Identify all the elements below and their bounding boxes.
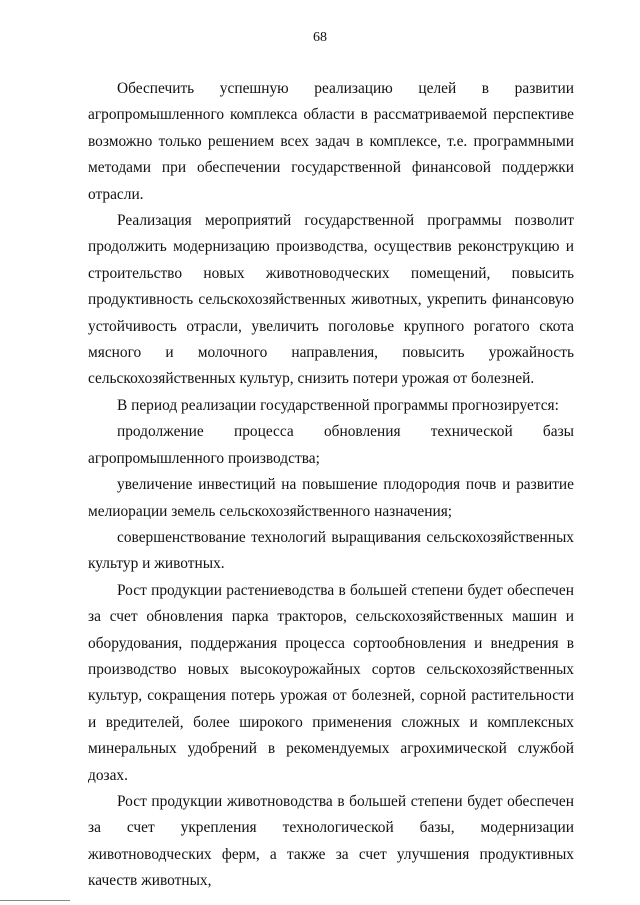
paragraph: Рост продукции животноводства в большей степени будет обеспечен за счет укрепления технологической базы, модернизации животноводческих ферм, а также за счет улучшения продуктивных качеств животных, — [88, 792, 574, 890]
paragraph: Рост продукции растениеводства в большей степени будет обеспечен за счет обновления парка тракторов, сельскохозяйственных машин и оборудования, поддержания процесса сортообновления и внедрения в производство новых высокоурожайных сортов сельскохозяйственных культур, сокращения потерь урожая от болезней, сорной растительности и вредителей, более широкого применения сложных и комплексных минеральных удобрений в рекомендуемых агрохимической службой дозах. — [88, 581, 574, 784]
paragraph: совершенствование технологий выращивания сельскохозяйственных культур и животных. — [88, 528, 574, 573]
paragraph: Обеспечить успешную реализацию целей в развитии агропромышленного комплекса области в рассматриваемой перспективе возможно только решением всех задач в комплексе, т.е. программными методами при обеспечении государственной финансовой поддержки отрасли. — [88, 80, 574, 203]
paragraph: В период реализации государственной программы прогнозируется: — [117, 396, 559, 414]
paragraph: Реализация мероприятий государственной программы позволит продолжить модернизацию производства, осуществив реконструкцию и строительство новых животноводческих помещений, повысить продуктивность сельскохозяйственных животных, укрепить финансовую устойчивость отрасли, увеличить поголовье крупного рогатого скота мясного и молочного направления, повысить урожайность сельскохозяйственных культур, снизить потери урожая от болезней. — [88, 212, 574, 388]
paragraph: увеличение инвестиций на повышение плодородия почв и развитие мелиорации земель сельскохозяйственного назначения; — [88, 476, 574, 520]
footer-divider — [0, 900, 70, 901]
paragraph: продолжение процесса обновления технической базы агропромышленного производства; — [88, 423, 574, 467]
document-body — [88, 76, 574, 895]
page-number: 68 — [313, 30, 327, 45]
